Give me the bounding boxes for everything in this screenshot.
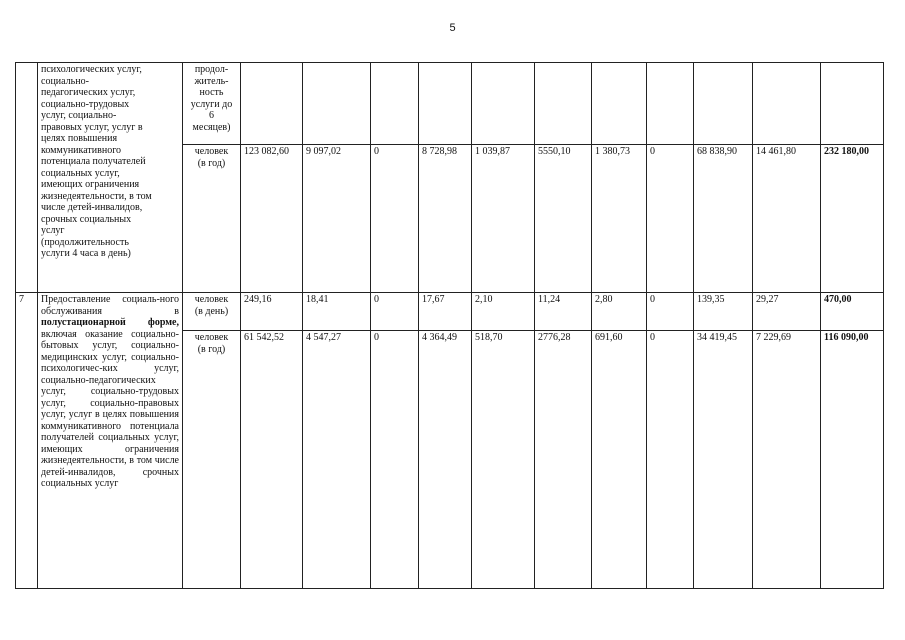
desc-line: целях повышения (41, 133, 118, 144)
value-cell (753, 63, 821, 145)
desc-line: потенциала получателей (41, 156, 146, 167)
value-cell: 17,67 (419, 293, 472, 331)
unit-cell: человек (в год) (183, 145, 241, 293)
tariff-table (15, 62, 884, 589)
desc-line: правовых услуг, услуг в (41, 121, 143, 133)
desc-rest: включая оказание социально-бытовых услуг, социально-медицинских услуг, социально-психологичес-ких услуг, социально-педагогических услуг, социально-трудовых услуг, социально-правовых услуг, услуг в целях повышения коммуникативного потенциала получателей социальных услуг, имеющих ограничения жизнедеятельности, в том числе детей-инвалидов, срочных социальных услуг (41, 328, 179, 489)
unit-cell: человек (в год) (183, 331, 241, 589)
unit-cell: продол- житель- ность услуги до 6 месяцев) (183, 63, 241, 145)
value-cell: 1 039,87 (472, 145, 535, 293)
value-cell: 29,27 (753, 293, 821, 331)
service-description-cell (38, 293, 183, 589)
row-number-cell (16, 63, 38, 293)
value-cell (592, 63, 647, 145)
value-cell: 8 728,98 (419, 145, 472, 293)
value-cell (647, 63, 694, 145)
value-cell (535, 63, 592, 145)
value-cell: 34 419,45 (694, 331, 753, 589)
value-cell (821, 63, 884, 145)
table-row (16, 293, 884, 331)
unit-cell: человек (в день) (183, 293, 241, 331)
value-cell: 4 547,27 (303, 331, 371, 589)
value-cell: 0 (371, 293, 419, 331)
desc-line: психологических услуг, (41, 64, 142, 75)
desc-line: социальных услуг, (41, 167, 120, 179)
value-cell: 691,60 (592, 331, 647, 589)
value-cell: 123 082,60 (241, 145, 303, 293)
value-cell (419, 63, 472, 145)
desc-line: педагогических услуг, (41, 87, 136, 98)
value-cell (694, 63, 753, 145)
value-cell: 0 (371, 145, 419, 293)
value-cell: 11,24 (535, 293, 592, 331)
row-number-cell: 7 (16, 293, 38, 589)
value-cell: 5550,10 (535, 145, 592, 293)
value-cell: 68 838,90 (694, 145, 753, 293)
desc-line: числе детей-инвалидов, (41, 202, 143, 213)
page-number: 5 (449, 22, 456, 34)
desc-head: Предоставление социаль-ного обслуживания в (41, 294, 179, 317)
value-cell (371, 63, 419, 145)
value-cell: 249,16 (241, 293, 303, 331)
value-cell: 14 461,80 (753, 145, 821, 293)
value-cell: 0 (371, 331, 419, 589)
value-cell: 139,35 (694, 293, 753, 331)
value-cell: 0 (647, 145, 694, 293)
desc-line: услуг (41, 225, 65, 236)
total-cell: 470,00 (821, 293, 884, 331)
desc-line: срочных социальных (41, 213, 132, 225)
value-cell: 4 364,49 (419, 331, 472, 589)
value-cell: 7 229,69 (753, 331, 821, 589)
value-cell: 2776,28 (535, 331, 592, 589)
value-cell: 1 380,73 (592, 145, 647, 293)
desc-line: имеющих ограничения (41, 179, 140, 190)
desc-line: коммуникативного (41, 144, 122, 156)
desc-bold: полустационарной форме, (41, 317, 179, 328)
desc-line: услуг, социально- (41, 110, 117, 121)
value-cell: 61 542,52 (241, 331, 303, 589)
value-cell: 18,41 (303, 293, 371, 331)
desc-line: социально- (41, 75, 89, 87)
value-cell: 0 (647, 331, 694, 589)
value-cell: 9 097,02 (303, 145, 371, 293)
desc-line: жизнедеятельности, в том (41, 190, 152, 202)
desc-line: услуги 4 часа в день) (41, 248, 131, 259)
value-cell: 2,80 (592, 293, 647, 331)
total-cell: 116 090,00 (821, 331, 884, 589)
desc-line: социально-трудовых (41, 98, 130, 110)
value-cell: 518,70 (472, 331, 535, 589)
value-cell (472, 63, 535, 145)
total-cell: 232 180,00 (821, 145, 884, 293)
value-cell (303, 63, 371, 145)
value-cell: 2,10 (472, 293, 535, 331)
desc-line: (продолжительность (41, 236, 129, 248)
table-row (16, 63, 884, 145)
service-description-cell (38, 63, 183, 293)
value-cell: 0 (647, 293, 694, 331)
value-cell (241, 63, 303, 145)
